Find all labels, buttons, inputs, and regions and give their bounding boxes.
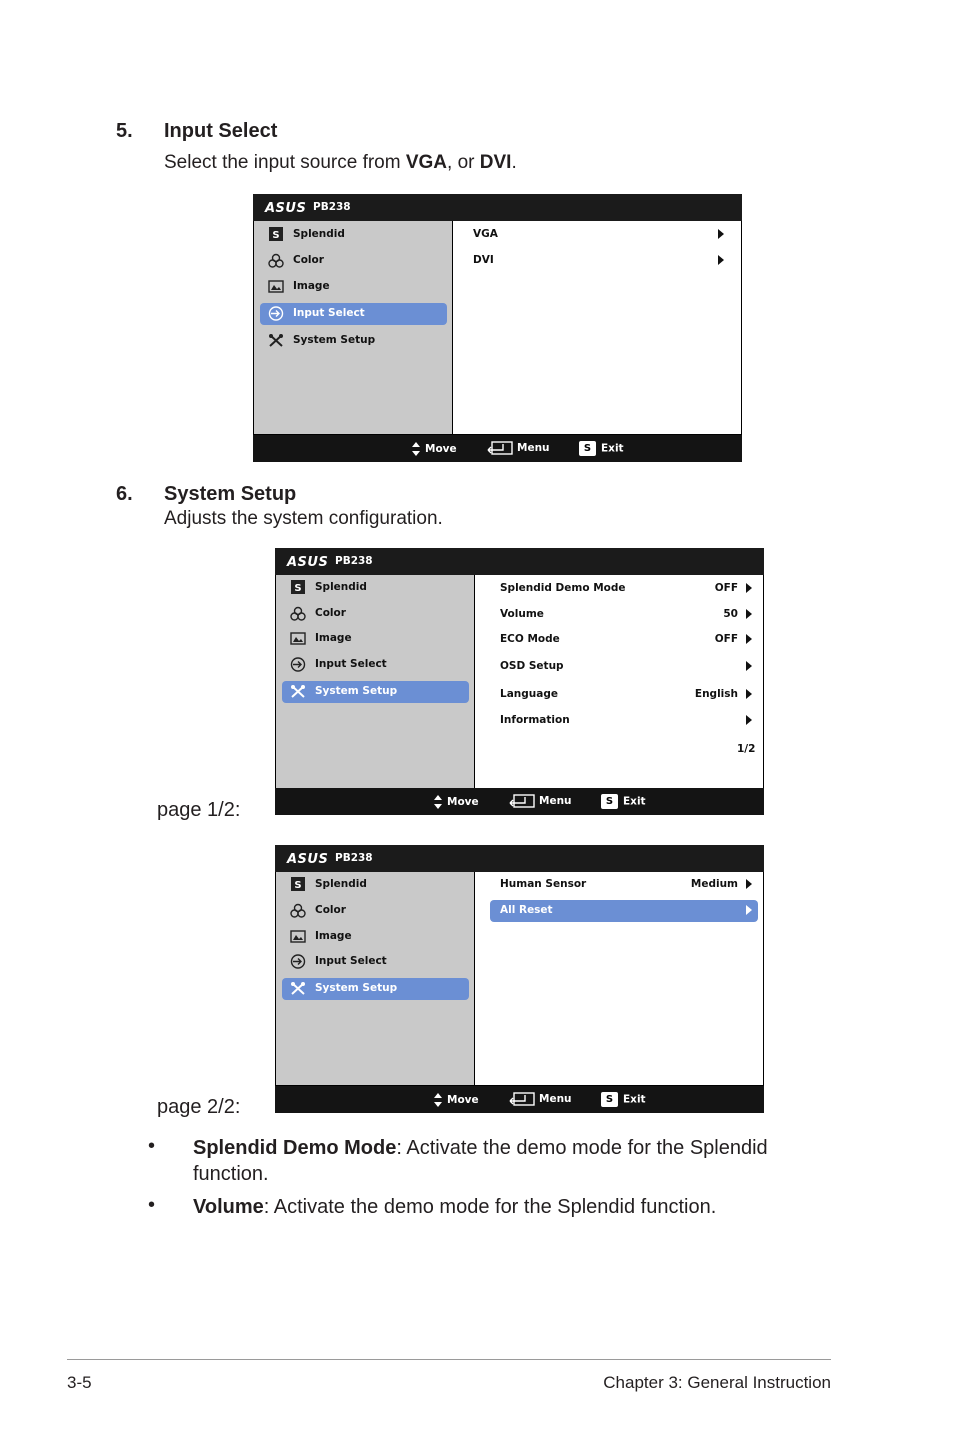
menu-label: Color [293,254,324,266]
color-icon [290,903,306,918]
page-2-label: page 2/2: [157,1096,241,1118]
bullet-splendid-demo-mode [193,1135,853,1187]
osd-footer [275,788,764,815]
arrow-right-icon [746,583,752,593]
option-label: All Reset [500,904,553,916]
bullet-text: : Activate the demo mode for the Splendid [396,1137,768,1159]
splendid-icon [290,877,306,892]
menu-label: Input Select [315,658,387,670]
option-splendid-demo-mode[interactable] [490,578,758,600]
menu-item-color[interactable] [282,900,469,922]
menu-item-image[interactable] [282,628,469,650]
svg-text:S: S [294,880,302,891]
system-setup-icon [268,333,284,348]
menu-label: Color [315,904,346,916]
page-number: 3-5 [67,1373,92,1392]
menu-label: Image [315,632,352,644]
option-osd-setup[interactable] [490,656,758,678]
menu-item-splendid[interactable] [282,577,469,599]
option-value: OFF [714,582,738,594]
option-value: OFF [714,633,738,645]
section-6-title: System Setup [164,483,297,505]
section-5-title: Input Select [164,120,278,142]
osd-option-panel [453,221,741,434]
footer-exit: S Exit [601,1092,646,1107]
desc-prefix: Select the input source from [164,152,406,173]
desc-end: . [511,152,517,173]
image-icon [290,631,306,646]
bullet-text: : Activate the demo mode for the Splendid function. [263,1196,717,1218]
menu-label: Image [293,280,330,292]
option-all-reset[interactable] [490,900,758,922]
menu-item-color[interactable] [282,603,469,625]
bullet-term: Volume [193,1196,264,1218]
osd-header [275,548,764,575]
osd-header [253,194,742,221]
image-icon [290,929,306,944]
bullet-dot-icon: • [148,1194,156,1216]
bullet-dot-icon: • [148,1135,156,1157]
exit-s-icon: S [601,794,618,809]
option-eco-mode[interactable] [490,629,758,651]
arrow-right-icon [746,689,752,699]
footer-exit: S Exit [579,441,624,456]
arrow-right-icon [718,255,724,265]
bullet-text-continued: function. [193,1163,269,1185]
option-label: ECO Mode [500,633,560,645]
menu-label: Color [315,607,346,619]
section-6-number: 6. [116,483,133,505]
model-label: PB238 [313,201,351,213]
footer-divider [67,1359,831,1360]
menu-item-image[interactable] [282,926,469,948]
option-value: 50 [723,608,738,620]
footer-menu: Menu [509,794,572,808]
section-6-description: Adjusts the system configuration. [164,508,443,529]
menu-item-input-select[interactable] [282,654,469,676]
arrow-right-icon [718,229,724,239]
splendid-icon [268,227,284,242]
arrow-right-icon [746,879,752,889]
arrow-right-icon [746,661,752,671]
color-icon [290,606,306,621]
page-1-label: page 1/2: [157,799,241,821]
option-label: Information [500,714,570,726]
footer-move: Move [433,1092,479,1108]
color-icon [268,253,284,268]
osd-system-setup-page2 [275,845,764,1113]
osd-footer [275,1086,764,1113]
menu-label: System Setup [315,685,398,697]
enter-icon [509,794,535,808]
footer-move: Move [433,794,479,810]
option-value: Medium [690,878,738,890]
arrow-right-icon [746,609,752,619]
menu-label: Image [315,930,352,942]
desc-dvi: DVI [479,152,512,173]
menu-item-system-setup[interactable] [260,330,447,352]
menu-label: Input Select [293,307,365,319]
input-select-icon [290,954,306,969]
menu-label: Splendid [293,228,345,240]
section-5-description [164,152,517,174]
footer-exit: S Exit [601,794,646,809]
option-information[interactable] [490,710,758,732]
system-setup-icon [290,981,306,996]
asus-logo: ASUS [265,201,307,216]
menu-label: Splendid [315,878,367,890]
bullet-term: Splendid Demo Mode [193,1137,397,1159]
enter-icon [487,441,513,455]
exit-s-icon: S [579,441,596,456]
page-indicator: 1/2 [737,743,756,755]
option-human-sensor[interactable] [490,874,758,896]
menu-item-splendid[interactable] [260,224,447,246]
asus-logo: ASUS [287,852,329,867]
menu-item-input-select[interactable] [282,951,469,973]
footer-move: Move [411,441,457,457]
menu-label: System Setup [315,982,398,994]
osd-header [275,845,764,872]
input-select-icon [268,306,284,321]
osd-main-menu [276,575,474,788]
footer-menu: Menu [509,1092,572,1106]
menu-label: Splendid [315,581,367,593]
menu-item-system-setup[interactable] [282,681,469,703]
osd-footer [253,435,742,462]
menu-label: Input Select [315,955,387,967]
desc-mid: , or [447,152,480,173]
option-label: OSD Setup [500,660,564,672]
osd-option-panel [475,872,763,1085]
option-volume[interactable] [490,604,758,626]
menu-item-color[interactable] [260,250,447,272]
menu-item-system-setup[interactable] [282,978,469,1000]
svg-text:S: S [294,583,302,594]
model-label: PB238 [335,852,373,864]
option-language[interactable] [490,684,758,706]
input-select-icon [290,657,306,672]
splendid-icon [290,580,306,595]
arrow-right-icon [746,905,752,915]
menu-item-image[interactable] [260,276,447,298]
model-label: PB238 [335,555,373,567]
option-label: DVI [473,254,494,266]
option-label: Splendid Demo Mode [500,582,626,594]
osd-main-menu [276,872,474,1085]
section-5-number: 5. [116,120,133,142]
arrow-right-icon [746,634,752,644]
option-value: English [694,688,738,700]
image-icon [268,279,284,294]
chapter-title: Chapter 3: General Instruction [603,1373,831,1392]
bullet-volume [193,1194,853,1220]
up-down-arrow-icon [433,794,443,810]
system-setup-icon [290,684,306,699]
asus-logo: ASUS [287,555,329,570]
desc-vga: VGA [405,152,448,173]
arrow-right-icon [746,715,752,725]
osd-main-menu [254,221,452,434]
up-down-arrow-icon [433,1092,443,1108]
option-dvi[interactable] [463,250,731,272]
menu-label: System Setup [293,334,376,346]
option-vga[interactable] [463,224,731,246]
osd-input-select-panel [253,194,742,462]
menu-item-input-select[interactable] [260,303,447,325]
option-label: Volume [500,608,544,620]
menu-item-splendid[interactable] [282,874,469,896]
up-down-arrow-icon [411,441,421,457]
exit-s-icon: S [601,1092,618,1107]
footer-menu: Menu [487,441,550,455]
svg-text:S: S [272,230,280,241]
osd-option-panel [475,575,763,788]
option-label: Human Sensor [500,878,587,890]
osd-system-setup-page1 [275,548,764,815]
enter-icon [509,1092,535,1106]
option-label: VGA [473,228,498,240]
option-label: Language [500,688,558,700]
